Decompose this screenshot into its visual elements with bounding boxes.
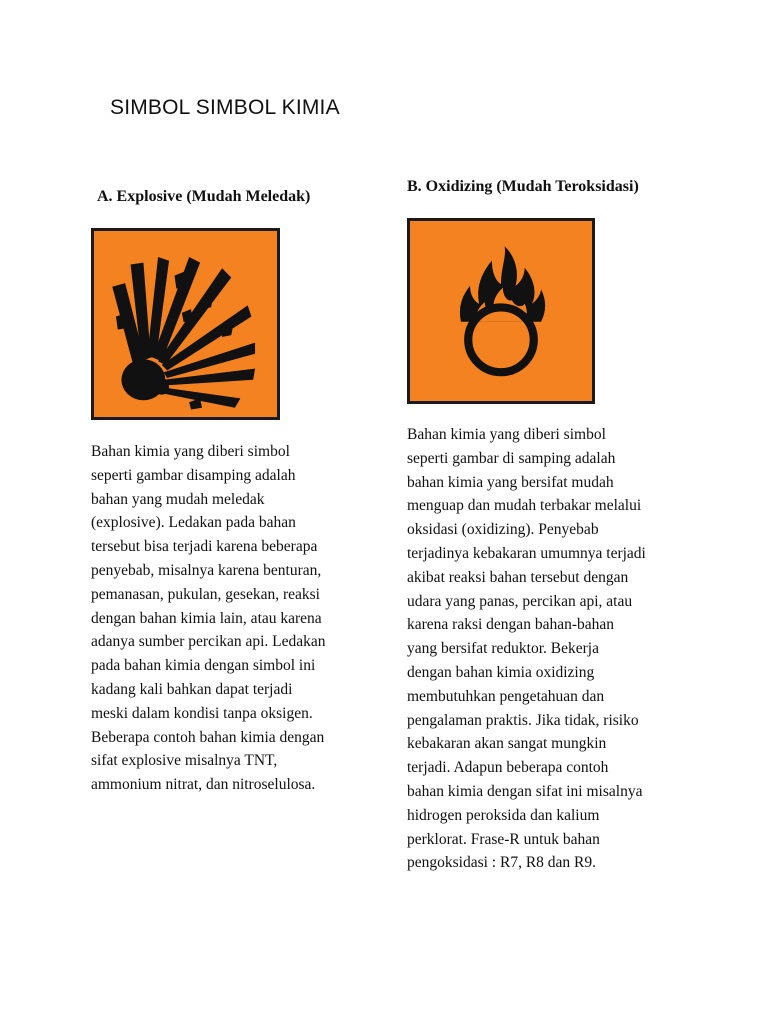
section-heading-explosive: A. Explosive (Mudah Meledak) [97,188,311,205]
text-line: Bahan kimia yang diberi simbol [91,443,290,460]
text-line: bahan kimia yang bersifat mudah [407,473,614,491]
text-line: dengan bahan kimia lain, atau karena [91,609,322,627]
text-line: penyebab, misalnya karena benturan, [91,561,322,579]
page-title: SIMBOL SIMBOL KIMIA [110,96,340,119]
text-line: terjadi. Adapun beberapa contoh [407,759,609,777]
text-line: kebakaran akan sangat mungkin [407,735,607,753]
text-line: menguap dan mudah terbakar melalui [407,497,642,515]
text-line: seperti gambar disamping adalah [91,466,296,484]
text-line: akibat reaksi bahan tersebut dengan [407,568,629,586]
text-line: karena raksi dengan bahan-bahan [407,616,614,634]
text-line: Bahan kimia yang diberi simbol [407,426,606,443]
text-line: seperti gambar di samping adalah [407,449,616,467]
section-heading-oxidizing: B. Oxidizing (Mudah Teroksidasi) [407,178,639,195]
text-line: kadang kali bahkan dapat terjadi [91,680,293,698]
oxidizing-symbol-icon [407,218,595,404]
text-line: adanya sumber percikan api. Ledakan [91,633,326,651]
text-line: bahan kimia dengan sifat ini misalnya [407,782,643,800]
text-line: oksidasi (oxidizing). Penyebab [407,521,599,539]
text-line: tersebut bisa terjadi karena beberapa [91,538,318,556]
text-line: pada bahan kimia dengan simbol ini [91,657,316,675]
text-line: pengalaman praktis. Jika tidak, risiko [407,711,639,729]
oxidizing-description [407,423,697,875]
text-line: perklorat. Frase-R untuk bahan [407,830,600,848]
text-line: hidrogen peroksida dan kalium [407,806,600,824]
text-line: (explosive). Ledakan pada bahan [91,514,296,532]
text-line: yang bersifat reduktor. Bekerja [407,640,599,658]
text-line: ammonium nitrat, dan nitroselulosa. [91,776,316,794]
text-line: bahan yang mudah meledak [91,490,265,508]
text-line: udara yang panas, percikan api, atau [407,592,633,610]
text-line: dengan bahan kimia oxidizing [407,663,595,681]
text-line: terjadinya kebakaran umumnya terjadi [407,544,646,562]
explosive-symbol-icon [91,228,280,420]
text-line: pemanasan, pukulan, gesekan, reaksi [91,585,320,603]
explosive-description [91,440,366,797]
text-line: Beberapa contoh bahan kimia dengan [91,728,325,746]
text-line: membutuhkan pengetahuan dan [407,687,605,705]
text-line: meski dalam kondisi tanpa oksigen. [91,704,313,722]
text-line: sifat explosive misalnya TNT, [91,752,278,770]
text-line: pengoksidasi : R7, R8 dan R9. [407,854,597,872]
